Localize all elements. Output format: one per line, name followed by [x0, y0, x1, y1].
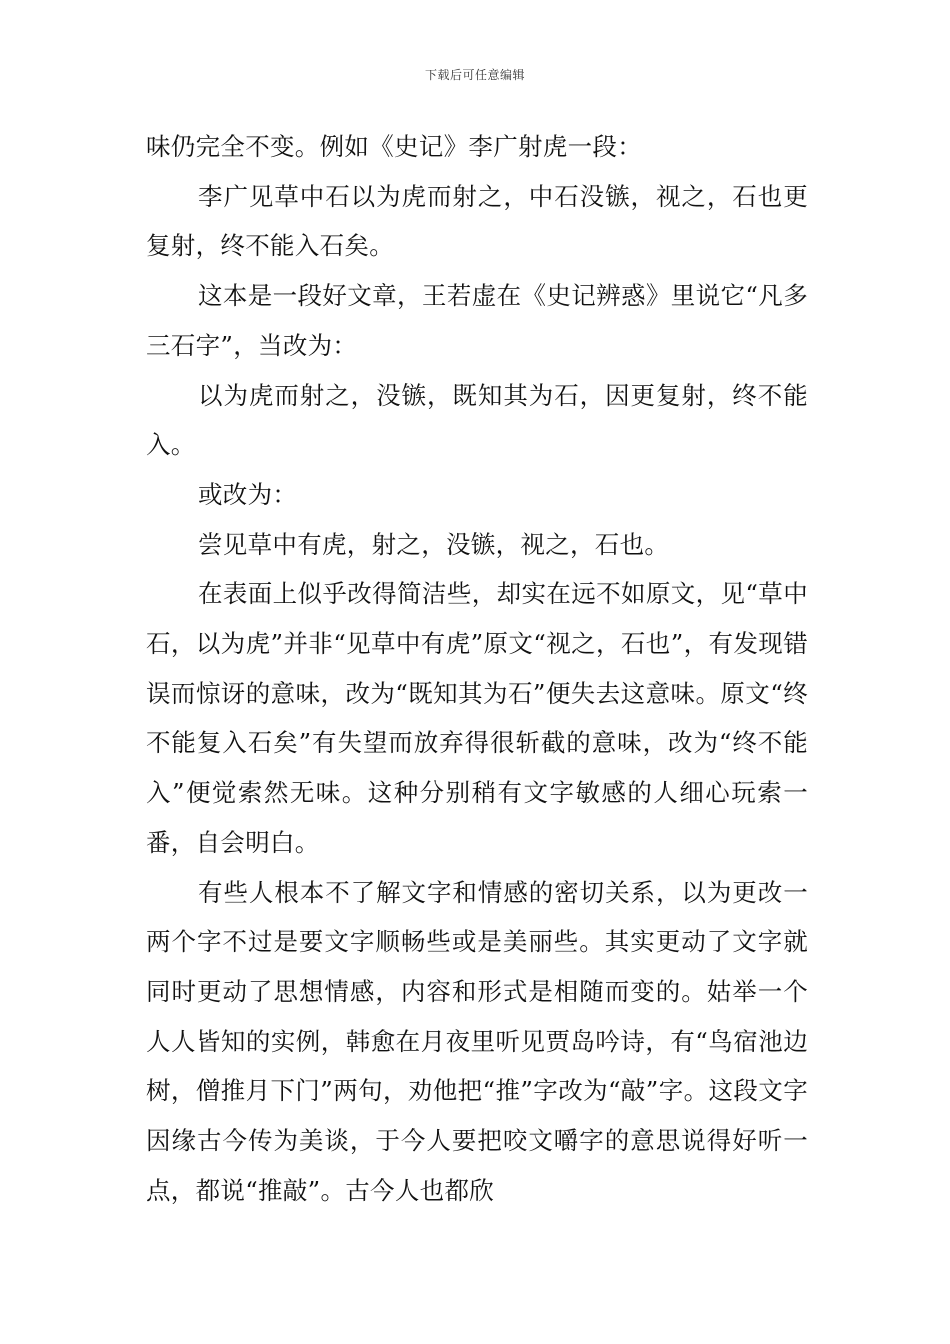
quoted-passage: 李广见草中石以为虎而射之，中石没镞，视之，石也更复射，终不能入石矣。: [146, 181, 808, 261]
paragraph: 或改为：: [198, 479, 298, 509]
page-header: 下载后可任意编辑: [424, 68, 525, 82]
document-body: [146, 122, 808, 1215]
quoted-passage: 以为虎而射之，没镞，既知其为石，因更复射，终不能入。: [146, 380, 808, 460]
paragraph: 在表面上似乎改得简洁些，却实在远不如原文，见“草中石，以为虎”并非“见草中有虎”原文“视之，石也”，有发现错误而惊讶的意味，改为“既知其为石”便失去这意味。原文“终不能复入石矣”有失望而放弃得很斩截的意味，改为“终不能入”便觉索然无味。这种分别稍有文字敏感的人细心玩索一番，自会明白。: [146, 579, 808, 857]
quoted-passage: 尝见草中有虎，射之，没镞，视之，石也。: [198, 529, 670, 559]
paragraph: 这本是一段好文章，王若虚在《史记辨惑》里说它“凡多三石字”，当改为：: [146, 281, 808, 360]
paragraph: 味仍完全不变。例如《史记》李广射虎一段：: [146, 132, 642, 161]
paragraph: 有些人根本不了解文字和情感的密切关系，以为更改一两个字不过是要文字顺畅些或是美丽些。其实更动了文字就同时更动了思想情感，内容和形式是相随而变的。姑举一个人人皆知的实例，韩愈在月夜里听见贾岛吟诗，有“鸟宿池边树，僧推月下门”两句，劝他把“推”字改为“敲”字。这段文字因缘古今传为美谈，于今人要把咬文嚼字的意思说得好听一点，都说“推敲”。古今人也都欣: [146, 877, 808, 1205]
